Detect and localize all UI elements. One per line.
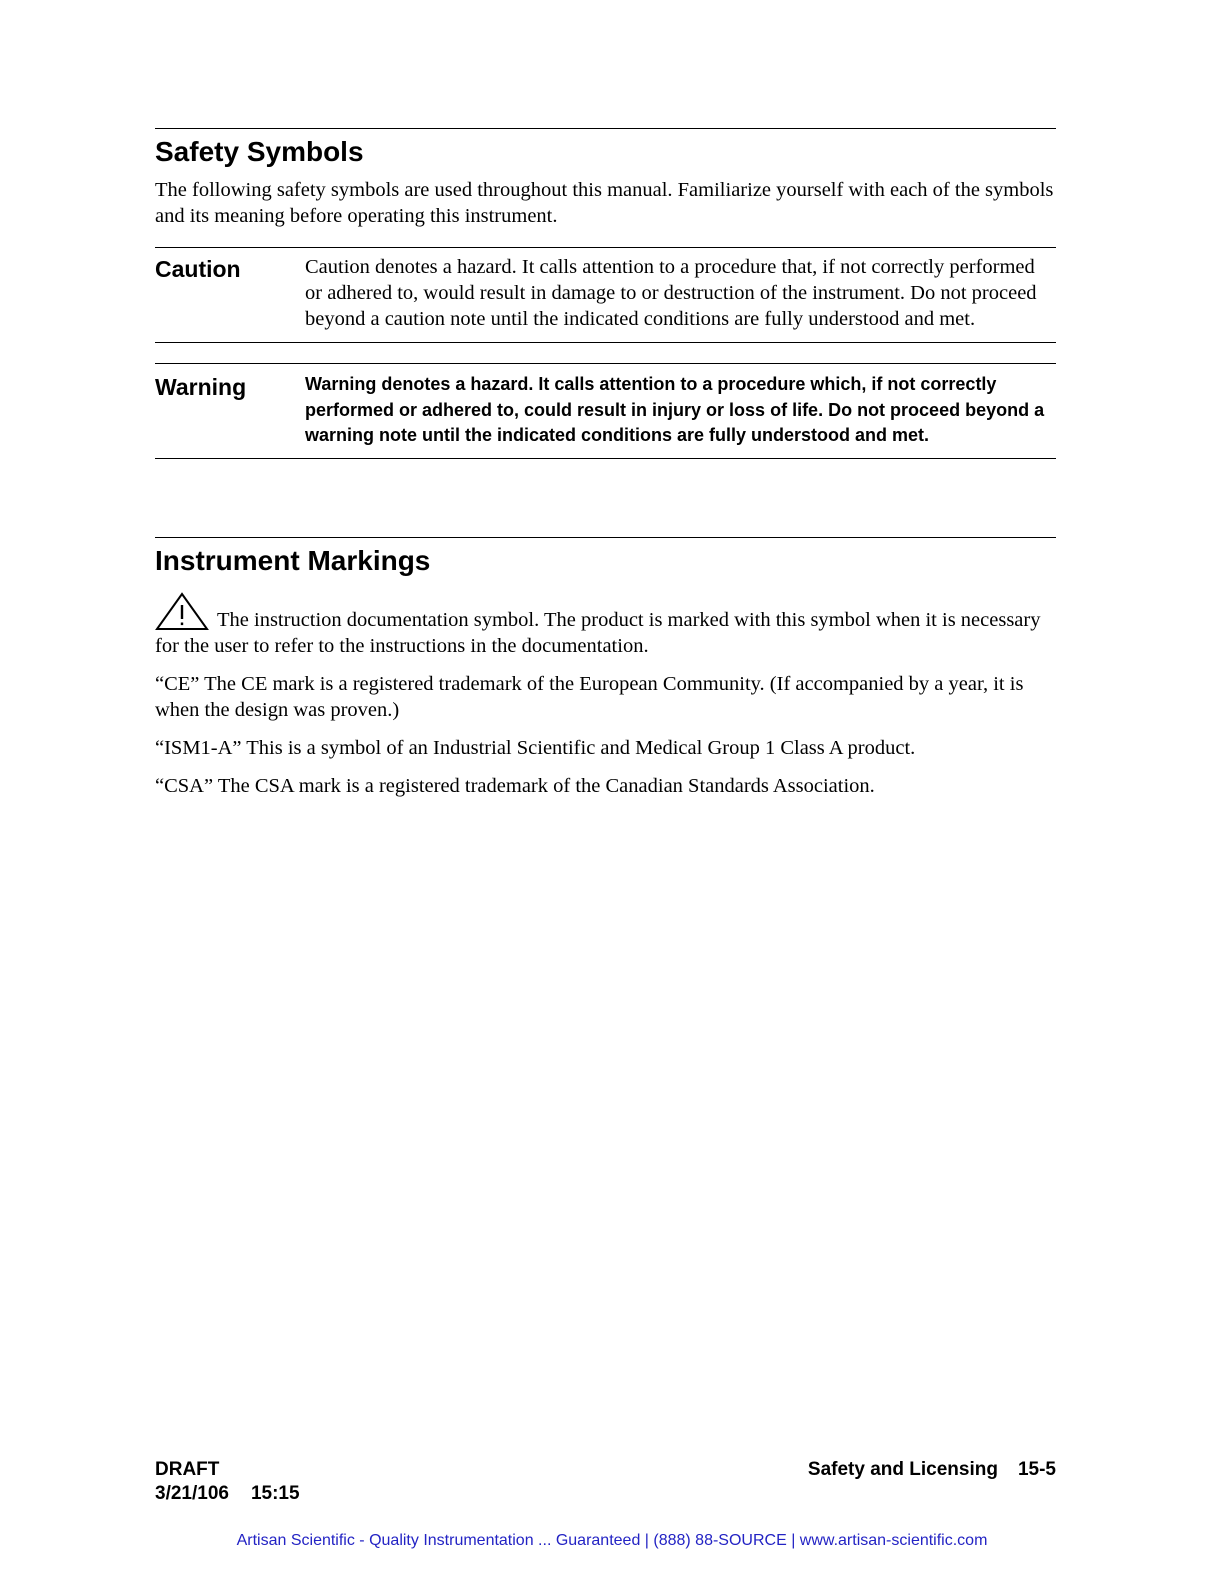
safety-symbols-intro: The following safety symbols are used throughout this manual. Familiarize yourself with each of the symbols and its meaning before operating this instrument. xyxy=(155,179,1054,227)
vendor-banner[interactable]: Artisan Scientific - Quality Instrumentation ... Guaranteed | (888) 88-SOURCE | www.artisan-scientific.com xyxy=(236,1532,988,1549)
warning-label: Warning xyxy=(155,374,247,400)
footer-timestamp xyxy=(155,1482,300,1506)
caution-label: Caution xyxy=(155,256,241,282)
instrument-markings-heading: Instrument Markings xyxy=(155,544,431,576)
warning-triangle-icon xyxy=(155,592,209,632)
marking-item: “CSA” The CSA mark is a registered trademark of the Canadian Standards Association. xyxy=(155,774,875,797)
marking-item-text: The instruction documentation symbol. The product is marked with this symbol when it is necessary for the user to refer to the instructions in the documentation. xyxy=(155,608,1041,657)
page-number: 15-5 xyxy=(1017,1459,1056,1480)
caution-text: Caution denotes a hazard. It calls attention to a procedure that, if not correctly performed or adhered to, would result in damage to or destruction of the instrument. Do not proceed beyond a caution note until the indicated conditions are fully understood and met. xyxy=(305,256,1037,330)
footer-time: 15:15 xyxy=(250,1483,300,1504)
footer-chapter: Safety and Licensing xyxy=(807,1459,998,1480)
marking-item: “CE” The CE mark is a registered trademark of the European Community. (If accompanied by a year, it is when the design was proven.) xyxy=(155,672,1024,721)
safety-symbols-section xyxy=(155,128,1056,229)
footer-right xyxy=(808,1458,1056,1482)
draft-status: DRAFT xyxy=(155,1459,220,1480)
caution-note xyxy=(155,247,1056,343)
warning-text: Warning denotes a hazard. It calls attention to a procedure which, if not correctly performed or adhered to, could result in injury or loss of life. Do not proceed beyond a warning note until the indicated conditions are fully understood and met. xyxy=(305,374,1045,445)
section-rule xyxy=(155,537,1056,538)
warning-bottom-rule xyxy=(155,458,1056,459)
footer-left xyxy=(155,1458,300,1506)
page-content xyxy=(155,128,1056,811)
warning-note xyxy=(155,363,1056,459)
instrument-markings-section xyxy=(155,537,1056,799)
marking-item xyxy=(155,592,1056,659)
safety-symbols-heading: Safety Symbols xyxy=(155,136,364,167)
footer-date: 3/21/106 xyxy=(155,1483,229,1504)
caution-bottom-rule xyxy=(155,342,1056,343)
section-rule xyxy=(155,128,1056,129)
marking-item: “ISM1-A” This is a symbol of an Industrial Scientific and Medical Group 1 Class A product. xyxy=(155,736,916,759)
